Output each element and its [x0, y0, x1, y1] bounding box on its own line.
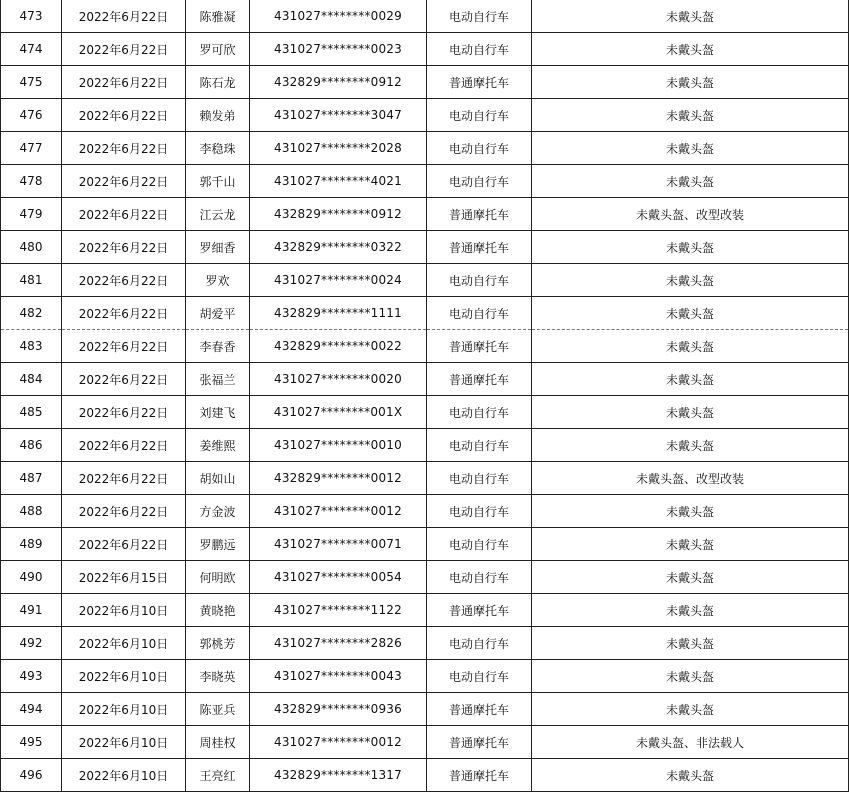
cell-violation[interactable]: 未戴头盔	[532, 660, 849, 693]
cell-violation[interactable]: 未戴头盔、非法载人	[532, 726, 849, 759]
cell-vehicle-type[interactable]: 电动自行车	[427, 0, 532, 33]
cell-violation[interactable]: 未戴头盔	[532, 528, 849, 561]
table-row	[1, 627, 849, 660]
table-row	[1, 330, 849, 363]
cell-person-name[interactable]: 张福兰	[186, 363, 250, 396]
cell-serial-number[interactable]: 482	[1, 297, 62, 330]
cell-serial-number[interactable]: 496	[1, 759, 62, 792]
cell-violation[interactable]: 未戴头盔	[532, 0, 849, 33]
table-row	[1, 759, 849, 792]
cell-serial-number[interactable]: 495	[1, 726, 62, 759]
cell-person-name[interactable]: 李稳珠	[186, 132, 250, 165]
cell-serial-number[interactable]: 473	[1, 0, 62, 33]
cell-vehicle-type[interactable]: 普通摩托车	[427, 330, 532, 363]
cell-serial-number[interactable]: 488	[1, 495, 62, 528]
table-row	[1, 528, 849, 561]
table-row	[1, 99, 849, 132]
cell-person-name[interactable]: 赖发弟	[186, 99, 250, 132]
cell-vehicle-type[interactable]: 电动自行车	[427, 264, 532, 297]
cell-serial-number[interactable]: 490	[1, 561, 62, 594]
cell-person-name[interactable]: 何明欧	[186, 561, 250, 594]
cell-person-name[interactable]: 郭桃芳	[186, 627, 250, 660]
cell-id-number[interactable]: 431027********0012	[250, 726, 427, 759]
cell-vehicle-type[interactable]: 电动自行车	[427, 660, 532, 693]
table-row	[1, 132, 849, 165]
cell-violation[interactable]: 未戴头盔	[532, 594, 849, 627]
cell-vehicle-type[interactable]: 电动自行车	[427, 429, 532, 462]
cell-violation[interactable]: 未戴头盔	[532, 495, 849, 528]
table-row	[1, 264, 849, 297]
cell-person-name[interactable]: 胡如山	[186, 462, 250, 495]
cell-vehicle-type[interactable]: 电动自行车	[427, 528, 532, 561]
cell-date[interactable]: 2022年6月22日	[62, 528, 186, 561]
table-row	[1, 495, 849, 528]
cell-id-number[interactable]: 432829********1317	[250, 759, 427, 792]
cell-person-name[interactable]: 王亮红	[186, 759, 250, 792]
cell-id-number[interactable]: 431027********0054	[250, 561, 427, 594]
cell-id-number[interactable]: 432829********0022	[250, 330, 427, 363]
cell-serial-number[interactable]: 492	[1, 627, 62, 660]
table-row	[1, 693, 849, 726]
cell-violation[interactable]: 未戴头盔	[532, 429, 849, 462]
cell-date[interactable]: 2022年6月22日	[62, 198, 186, 231]
cell-person-name[interactable]: 李春香	[186, 330, 250, 363]
cell-serial-number[interactable]: 481	[1, 264, 62, 297]
cell-person-name[interactable]: 罗可欣	[186, 33, 250, 66]
cell-vehicle-type[interactable]: 普通摩托车	[427, 693, 532, 726]
table-row	[1, 660, 849, 693]
cell-serial-number[interactable]: 494	[1, 693, 62, 726]
cell-person-name[interactable]: 陈石龙	[186, 66, 250, 99]
cell-violation[interactable]: 未戴头盔	[532, 66, 849, 99]
cell-violation[interactable]: 未戴头盔	[532, 99, 849, 132]
cell-violation[interactable]: 未戴头盔	[532, 693, 849, 726]
cell-person-name[interactable]: 陈雅凝	[186, 0, 250, 33]
cell-id-number[interactable]: 431027********0012	[250, 495, 427, 528]
table-row	[1, 396, 849, 429]
cell-serial-number[interactable]: 483	[1, 330, 62, 363]
cell-violation[interactable]: 未戴头盔	[532, 165, 849, 198]
table-row	[1, 297, 849, 330]
cell-date[interactable]: 2022年6月22日	[62, 429, 186, 462]
cell-date[interactable]: 2022年6月22日	[62, 99, 186, 132]
cell-date[interactable]: 2022年6月10日	[62, 594, 186, 627]
cell-vehicle-type[interactable]: 电动自行车	[427, 396, 532, 429]
cell-violation[interactable]: 未戴头盔	[532, 33, 849, 66]
cell-vehicle-type[interactable]: 普通摩托车	[427, 363, 532, 396]
cell-date[interactable]: 2022年6月22日	[62, 264, 186, 297]
cell-serial-number[interactable]: 476	[1, 99, 62, 132]
cell-id-number[interactable]: 432829********1111	[250, 297, 427, 330]
cell-date[interactable]: 2022年6月22日	[62, 363, 186, 396]
cell-vehicle-type[interactable]: 普通摩托车	[427, 759, 532, 792]
cell-person-name[interactable]: 周桂权	[186, 726, 250, 759]
cell-id-number[interactable]: 432829********0322	[250, 231, 427, 264]
cell-vehicle-type[interactable]: 电动自行车	[427, 165, 532, 198]
cell-date[interactable]: 2022年6月22日	[62, 132, 186, 165]
cell-person-name[interactable]: 江云龙	[186, 198, 250, 231]
cell-id-number[interactable]: 431027********0024	[250, 264, 427, 297]
table-row	[1, 429, 849, 462]
cell-id-number[interactable]: 431027********0043	[250, 660, 427, 693]
cell-vehicle-type[interactable]: 普通摩托车	[427, 66, 532, 99]
cell-serial-number[interactable]: 474	[1, 33, 62, 66]
cell-violation[interactable]: 未戴头盔	[532, 330, 849, 363]
cell-id-number[interactable]: 431027********0020	[250, 363, 427, 396]
cell-violation[interactable]: 未戴头盔	[532, 561, 849, 594]
table-row	[1, 33, 849, 66]
cell-serial-number[interactable]: 479	[1, 198, 62, 231]
cell-person-name[interactable]: 黄晓艳	[186, 594, 250, 627]
cell-person-name[interactable]: 胡爱平	[186, 297, 250, 330]
cell-vehicle-type[interactable]: 电动自行车	[427, 561, 532, 594]
cell-serial-number[interactable]: 491	[1, 594, 62, 627]
table-row	[1, 363, 849, 396]
cell-id-number[interactable]: 431027********3047	[250, 99, 427, 132]
cell-serial-number[interactable]: 486	[1, 429, 62, 462]
cell-id-number[interactable]: 432829********0912	[250, 66, 427, 99]
cell-id-number[interactable]: 432829********0936	[250, 693, 427, 726]
cell-person-name[interactable]: 陈亚兵	[186, 693, 250, 726]
cell-vehicle-type[interactable]: 普通摩托车	[427, 594, 532, 627]
table-row	[1, 561, 849, 594]
cell-date[interactable]: 2022年6月22日	[62, 495, 186, 528]
cell-vehicle-type[interactable]: 电动自行车	[427, 627, 532, 660]
cell-id-number[interactable]: 432829********0912	[250, 198, 427, 231]
cell-serial-number[interactable]: 487	[1, 462, 62, 495]
cell-date[interactable]: 2022年6月22日	[62, 0, 186, 33]
cell-person-name[interactable]: 姜维熙	[186, 429, 250, 462]
cell-date[interactable]: 2022年6月22日	[62, 330, 186, 363]
cell-vehicle-type[interactable]: 电动自行车	[427, 33, 532, 66]
cell-violation[interactable]: 未戴头盔	[532, 264, 849, 297]
cell-violation[interactable]: 未戴头盔	[532, 231, 849, 264]
cell-date[interactable]: 2022年6月10日	[62, 726, 186, 759]
cell-violation[interactable]: 未戴头盔	[532, 627, 849, 660]
cell-date[interactable]: 2022年6月22日	[62, 396, 186, 429]
table-row	[1, 231, 849, 264]
cell-violation[interactable]: 未戴头盔、改型改装	[532, 462, 849, 495]
cell-serial-number[interactable]: 475	[1, 66, 62, 99]
cell-vehicle-type[interactable]: 电动自行车	[427, 297, 532, 330]
cell-serial-number[interactable]: 485	[1, 396, 62, 429]
cell-violation[interactable]: 未戴头盔	[532, 363, 849, 396]
cell-serial-number[interactable]: 477	[1, 132, 62, 165]
table-row	[1, 165, 849, 198]
cell-serial-number[interactable]: 480	[1, 231, 62, 264]
cell-vehicle-type[interactable]: 普通摩托车	[427, 198, 532, 231]
cell-date[interactable]: 2022年6月22日	[62, 66, 186, 99]
cell-vehicle-type[interactable]: 电动自行车	[427, 99, 532, 132]
cell-person-name[interactable]: 刘建飞	[186, 396, 250, 429]
cell-id-number[interactable]: 432829********0012	[250, 462, 427, 495]
table-row	[1, 0, 849, 33]
table-row	[1, 198, 849, 231]
cell-date[interactable]: 2022年6月10日	[62, 660, 186, 693]
cell-violation[interactable]: 未戴头盔	[532, 132, 849, 165]
cell-id-number[interactable]: 431027********001X	[250, 396, 427, 429]
cell-date[interactable]: 2022年6月22日	[62, 462, 186, 495]
cell-person-name[interactable]: 罗细香	[186, 231, 250, 264]
cell-date[interactable]: 2022年6月10日	[62, 759, 186, 792]
cell-id-number[interactable]: 431027********0023	[250, 33, 427, 66]
cell-date[interactable]: 2022年6月10日	[62, 693, 186, 726]
cell-serial-number[interactable]: 489	[1, 528, 62, 561]
cell-violation[interactable]: 未戴头盔、改型改装	[532, 198, 849, 231]
cell-person-name[interactable]: 罗欢	[186, 264, 250, 297]
cell-vehicle-type[interactable]: 电动自行车	[427, 495, 532, 528]
cell-id-number[interactable]: 431027********4021	[250, 165, 427, 198]
cell-violation[interactable]: 未戴头盔	[532, 396, 849, 429]
cell-date[interactable]: 2022年6月22日	[62, 165, 186, 198]
table-row	[1, 462, 849, 495]
cell-id-number[interactable]: 431027********0029	[250, 0, 427, 33]
cell-person-name[interactable]: 罗鹏远	[186, 528, 250, 561]
cell-date[interactable]: 2022年6月22日	[62, 297, 186, 330]
cell-vehicle-type[interactable]: 电动自行车	[427, 132, 532, 165]
cell-person-name[interactable]: 李晓英	[186, 660, 250, 693]
table-row	[1, 726, 849, 759]
cell-id-number[interactable]: 431027********1122	[250, 594, 427, 627]
cell-date[interactable]: 2022年6月22日	[62, 231, 186, 264]
cell-date[interactable]: 2022年6月10日	[62, 627, 186, 660]
cell-date[interactable]: 2022年6月22日	[62, 33, 186, 66]
cell-person-name[interactable]: 郭千山	[186, 165, 250, 198]
cell-serial-number[interactable]: 484	[1, 363, 62, 396]
cell-violation[interactable]: 未戴头盔	[532, 297, 849, 330]
cell-id-number[interactable]: 431027********2826	[250, 627, 427, 660]
table-body	[1, 0, 849, 792]
cell-id-number[interactable]: 431027********0071	[250, 528, 427, 561]
cell-vehicle-type[interactable]: 电动自行车	[427, 462, 532, 495]
cell-vehicle-type[interactable]: 普通摩托车	[427, 231, 532, 264]
table-row	[1, 594, 849, 627]
cell-date[interactable]: 2022年6月15日	[62, 561, 186, 594]
table-row	[1, 66, 849, 99]
cell-person-name[interactable]: 方金波	[186, 495, 250, 528]
cell-serial-number[interactable]: 478	[1, 165, 62, 198]
cell-id-number[interactable]: 431027********2028	[250, 132, 427, 165]
cell-serial-number[interactable]: 493	[1, 660, 62, 693]
cell-violation[interactable]: 未戴头盔	[532, 759, 849, 792]
cell-id-number[interactable]: 431027********0010	[250, 429, 427, 462]
cell-vehicle-type[interactable]: 普通摩托车	[427, 726, 532, 759]
